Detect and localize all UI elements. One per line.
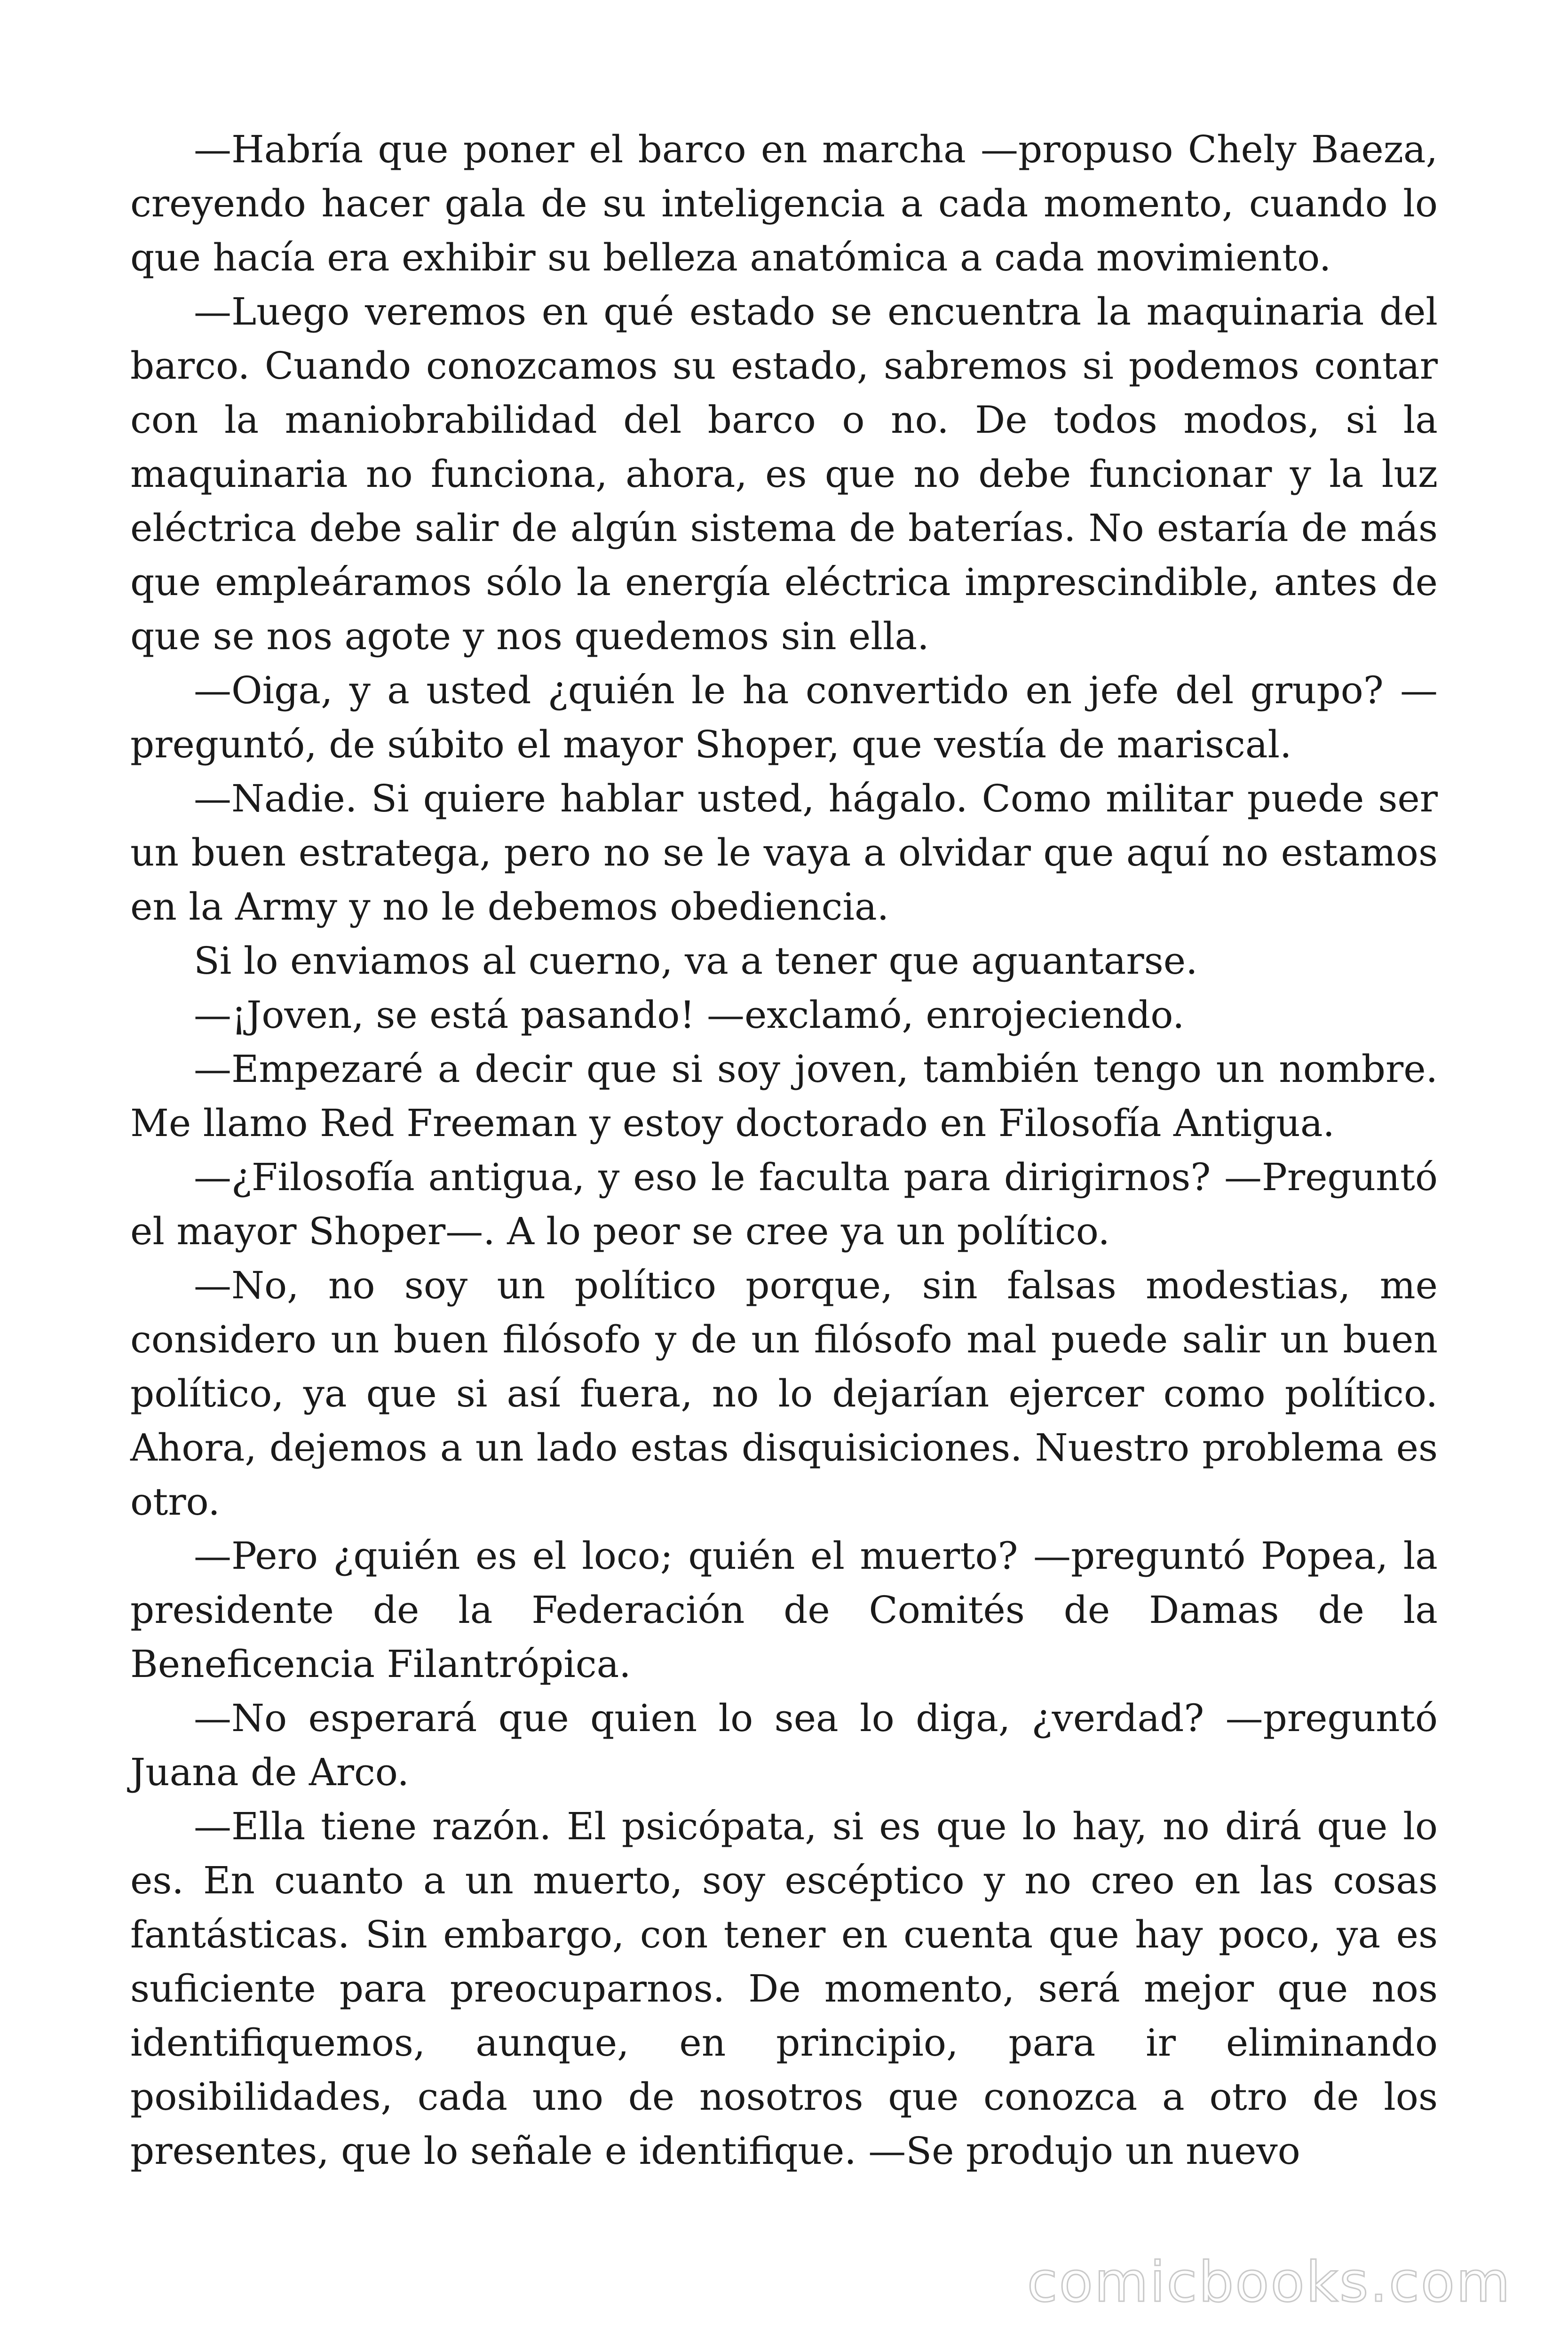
paragraph: Si lo enviamos al cuerno, va a tener que aguantarse. [194, 939, 1198, 983]
paragraph: —No esperará que quien lo sea lo diga, ¿verdad? —preguntó Juana de Arco. [130, 1696, 1438, 1794]
paragraph: —Ella tiene razón. El psicópata, si es que lo hay, no dirá que lo es. En cuanto a un muerto, soy escéptico y no creo en las cosas fantásticas. Sin embargo, con tener en cuenta que hay poco, ya es suficiente para preocuparnos. De momento, será mejor que nos identifiquemos, aunque, en principio, para ir eliminando posibilidades, cada uno de nosotros que conozca a otro de los presentes, que lo señale e identifique. —Se produjo un nuevo [130, 1804, 1438, 2173]
paragraph: —¿Filosofía antigua, y eso le faculta para dirigirnos? —Preguntó el mayor Shoper—. A lo peor se cree ya un político. [130, 1155, 1438, 1253]
paragraph: —Nadie. Si quiere hablar usted, hágalo. Como militar puede ser un buen estratega, pero no se le vaya a olvidar que aquí no estamos en la Army y no le debemos obediencia. [130, 777, 1438, 929]
book-page-text [130, 122, 1438, 2178]
paragraph: —Habría que poner el barco en marcha —propuso Chely Baeza, creyendo hacer gala de su inteligencia a cada momento, cuando lo que hacía era exhibir su belleza anatómica a cada movimiento. [130, 127, 1438, 279]
paragraph: —Oiga, y a usted ¿quién le ha convertido en jefe del grupo? —preguntó, de súbito el mayor Shoper, que vestía de mariscal. [130, 668, 1438, 766]
site-watermark: comicbooks.com [1027, 2249, 1512, 2314]
paragraph: —Luego veremos en qué estado se encuentra la maquinaria del barco. Cuando conozcamos su estado, sabremos si podemos contar con la maniobrabilidad del barco o no. De todos modos, si la maquinaria no funciona, ahora, es que no debe funcionar y la luz eléctrica debe salir de algún sistema de baterías. No estaría de más que empleáramos sólo la energía eléctrica imprescindible, antes de que se nos agote y nos quedemos sin ella. [130, 290, 1438, 658]
paragraph: —Empezaré a decir que si soy joven, también tengo un nombre. Me llamo Red Freeman y estoy doctorado en Filosofía Antigua. [130, 1047, 1438, 1145]
paragraph: —No, no soy un político porque, sin falsas modestias, me considero un buen filósofo y de un filósofo mal puede salir un buen político, ya que si así fuera, no lo dejarían ejercer como político. Ahora, dejemos a un lado estas disquisiciones. Nuestro problema es otro. [130, 1263, 1438, 1524]
paragraph: —Pero ¿quién es el loco; quién el muerto? —preguntó Popea, la presidente de la Federación de Comités de Damas de la Beneficencia Filantrópica. [130, 1534, 1438, 1686]
paragraph: —¡Joven, se está pasando! —exclamó, enrojeciendo. [194, 993, 1185, 1037]
